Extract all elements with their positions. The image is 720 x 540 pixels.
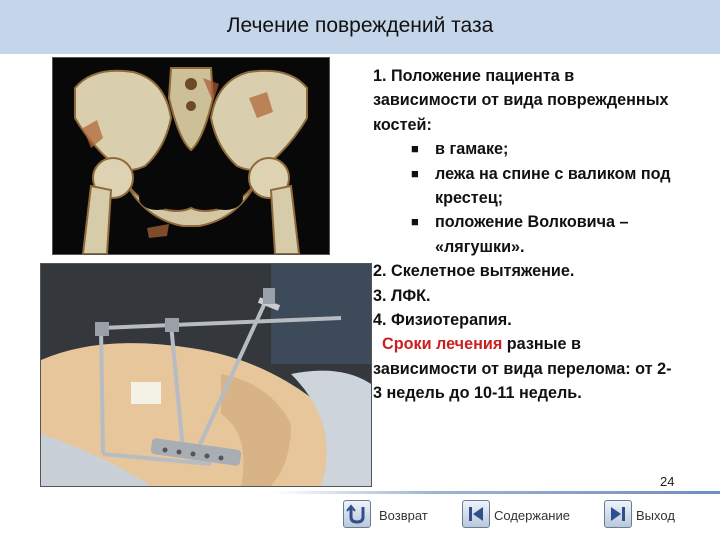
square-bullet-icon: ■ bbox=[411, 141, 419, 157]
title-bar bbox=[0, 0, 720, 54]
footer-divider bbox=[272, 491, 720, 494]
treatment-list bbox=[373, 64, 673, 406]
external-fixator-photo bbox=[40, 263, 372, 487]
back-button[interactable] bbox=[343, 500, 435, 528]
bullet-text: положение Волковича – «лягушки». bbox=[435, 213, 629, 256]
treatment-duration bbox=[373, 332, 673, 405]
duration-highlight: Сроки лечения bbox=[382, 335, 503, 354]
square-bullet-icon: ■ bbox=[411, 214, 419, 230]
slide-title: Лечение повреждений таза bbox=[226, 14, 494, 37]
list-item-exercise: 3. ЛФК. bbox=[373, 286, 431, 305]
return-arrow-icon[interactable] bbox=[343, 500, 371, 528]
list-item-position: 1. Положение пациента в зависимости от вида поврежденных костей: bbox=[373, 67, 669, 134]
exit-label[interactable]: Выход bbox=[636, 508, 675, 523]
bullet-volkovich bbox=[373, 210, 673, 259]
pelvis-ct-image bbox=[52, 57, 330, 255]
bullet-supine-roller bbox=[373, 162, 673, 211]
contents-button[interactable] bbox=[462, 500, 582, 528]
bullet-text: в гамаке; bbox=[435, 140, 509, 159]
contents-label[interactable]: Содержание bbox=[494, 508, 570, 523]
list-item-traction: 2. Скелетное вытяжение. bbox=[373, 262, 575, 281]
duration-text: разные в зависимости от вида перелома: от 2-3 недель до 10-11 недель. bbox=[373, 335, 672, 403]
bullet-hammock bbox=[373, 137, 673, 161]
back-label[interactable]: Возврат bbox=[379, 508, 428, 523]
first-page-icon[interactable] bbox=[462, 500, 490, 528]
last-page-icon[interactable] bbox=[604, 500, 632, 528]
exit-button[interactable] bbox=[604, 500, 714, 528]
page-number: 24 bbox=[660, 474, 675, 489]
bullet-text: лежа на спине с валиком под крестец; bbox=[435, 164, 671, 208]
list-item-physio: 4. Физиотерапия. bbox=[373, 311, 512, 330]
square-bullet-icon: ■ bbox=[411, 165, 419, 181]
